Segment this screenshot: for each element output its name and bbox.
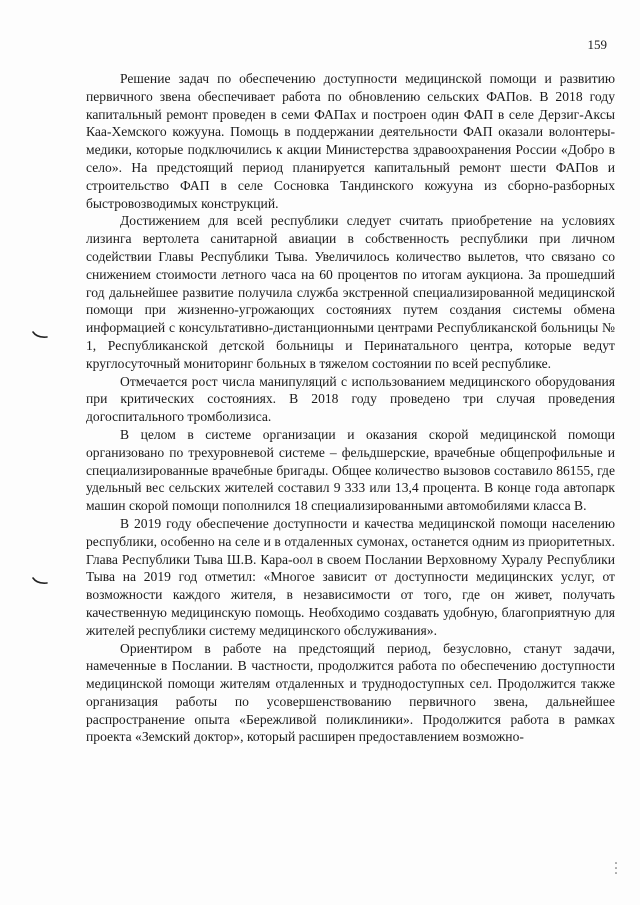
margin-pen-mark xyxy=(32,577,48,585)
body-text xyxy=(86,70,615,746)
paragraph: Ориентиром в работе на предстоящий период, безусловно, станут задачи, намеченные в Послании. В частности, продолжится работа по обеспечению доступности медицинской помощи жителям отдаленных и труднодоступных сел. Продолжится также организация работы по усовершенствованию первичного звена, дальнейшее распространение опыта «Бережливой поликлиники». Продолжится работа в рамках проекта «Земский доктор», который расширен предоставлением возможно- xyxy=(86,640,615,745)
margin-pen-mark xyxy=(32,331,48,339)
paragraph: В 2019 году обеспечение доступности и качества медицинской помощи населению республики, особенно на селе и в отдаленных сумонах, останется одним из приоритетных. Глава Республики Тыва Ш.В. Кара-оол в своем Послании Верховному Хуралу Республики Тыва на 2019 год отметил: «Многое зависит от доступности медицинских услуг, от возможности каждого жителя, в независимости от того, где он живет, получать качественную медицинскую помощь. Необходимо создавать удобную, благоприятную для жителей республики систему медицинского обслуживания». xyxy=(86,515,615,638)
paragraph: В целом в системе организации и оказания скорой медицинской помощи организовано по трехуровневой системе – фельдшерские, врачебные общепрофильные и специализированные врачебные бригады. Общее количество вызовов составило 86155, где удельный вес сельских жителей составил 9 333 или 13,4 процента. В конце года автопарк машин скорой помощи пополнился 18 специализированными автомобилями класса В. xyxy=(86,426,615,514)
paragraph: Решение задач по обеспечению доступности медицинской помощи и развитию первичного звена обеспечивает работа по обновлению сельских ФАПов. В 2018 году капитальный ремонт проведен в семи ФАПах и построен один ФАП в селе Дерзиг-Аксы Каа-Хемского кожууна. Помощь в поддержании деятельности ФАП оказали волонтеры-медики, которые подключились к акции Министерства здравоохранения России «Добро в село». На предстоящий период планируется капитальный ремонт шести ФАПов и строительство ФАП в селе Сосновка Тандинского кожууна из сборно-разборных быстровозводимых конструкций. xyxy=(86,71,615,211)
paragraph: Отмечается рост числа манипуляций с использованием медицинского оборудования при критических состояниях. В 2018 году проведено три случая проведения догоспитального тромболизиса. xyxy=(86,373,615,425)
page-number: 159 xyxy=(587,37,607,52)
scan-speck xyxy=(614,861,618,875)
paragraph: Достижением для всей республики следует считать приобретение на условиях лизинга вертолета санитарной авиации в собственность республики при личном содействии Главы Республики Тыва. Увеличилось количество вылетов, что связано со снижением стоимости летного часа на 60 процентов по итогам аукциона. За прошедший год дальнейшее развитие получила служба экстренной специализированной медицинской помощи при жизненно-угрожающих состояниях путем создания системы обмена информацией с консультативно-дистанционными центрами Республиканской больницы № 1, Республиканской детской больницы и Перинатального центра, которые ведут круглосуточный мониторинг больных в тяжелом состоянии по всей республике. xyxy=(86,213,615,371)
